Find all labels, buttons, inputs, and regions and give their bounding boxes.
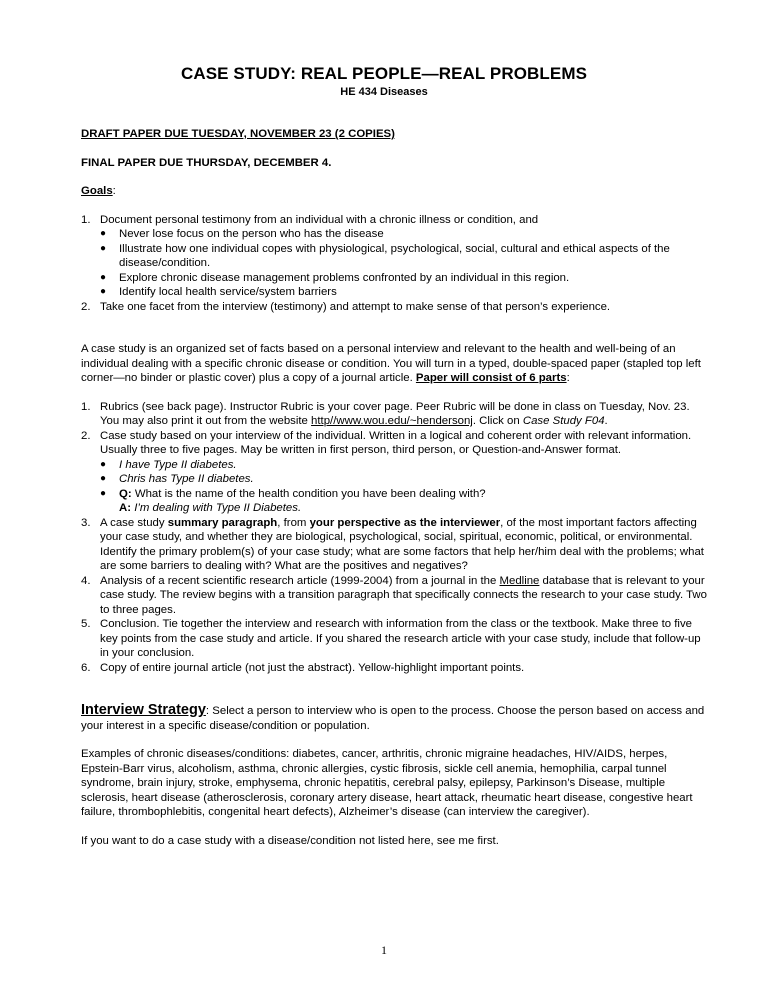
qa-example: ● Q: What is the name of the health condition you have been dealing with? A: I’m dealing with Type II Diabetes. (100, 487, 486, 514)
page-number: 1 (381, 943, 387, 957)
draft-due-notice: DRAFT PAPER DUE TUESDAY, NOVEMBER 23 (2 COPIES) (81, 128, 395, 140)
part-item-1: 1. Rubrics (see back page). Instructor Rubric is your cover page. Peer Rubric will be done in class on Tuesday, Nov. 23. You may also print it out from the website http//www.wou.edu/~hendersonj. Click on Case Study F04. (81, 400, 690, 427)
format-example: ● Chris has Type II diabetes. (100, 473, 254, 485)
examples-paragraph: Examples of chronic diseases/conditions: diabetes, cancer, arthritis, chronic migraine headaches, HIV/AIDS, herpes, Epstein-Barr virus, alcoholism, asthma, chronic allergies, cystic fibrosis, sickle cell anemia, hemophilia, carpal tunnel syndrome, brain injury, stroke, emphysema, chronic hepatitis, cerebral palsy, epilepsy, Parkinson’s Disease, multiple sclerosis, heart disease (atherosclerosis, coronary artery disease, heart attack, rheumatic heart disease, congestive heart failure, thrombophlebitis, congenital heart defects), Alzheimer’s disease (can interview the caregiver). (81, 748, 693, 818)
part-item-6: 6. Copy of entire journal article (not just the abstract). Yellow-highlight important points. (81, 661, 525, 674)
intro-paragraph: A case study is an organized set of facts based on a personal interview and relevant to the health and well-being of an individual dealing with a specific chronic disease or condition. You will turn in a typed, double-spaced paper (stapled top left corner—no binder or plastic cover) plus a copy of a journal article. Paper will consist of 6 parts: (81, 343, 701, 384)
goal-bullet: ● Illustrate how one individual copes with physiological, psychological, social, cultural and ethical aspects of the disease/condition. (100, 242, 670, 269)
goal-item-1: 1. Document personal testimony from an individual with a chronic illness or condition, and (81, 213, 539, 226)
goal-item-2: 2. Take one facet from the interview (testimony) and attempt to make sense of that person’s experience. (81, 300, 611, 313)
part-item-4: 4. Analysis of a recent scientific research article (1999-2004) from a journal in the Medline database that is relevant to your case study. The review begins with a transition paragraph that specifically connects the research to your case study. Two to three pages. (81, 574, 707, 616)
bullet-icon: ● (100, 286, 107, 297)
bullet-icon: ● (100, 473, 107, 484)
part-item-3: 3. A case study summary paragraph, from your perspective as the interviewer, of the most important factors affecting your case study, and whether they are biological, psychological, social, spiritual, economic, political, or environmental. Identify the primary problem(s) of your case study; what are some factors that help her/him deal with the problems; what are some barriers to dealing with? What are the positives and negatives? (81, 516, 704, 572)
part-item-2: 2. Case study based on your interview of the individual. Written in a logical and coherent order with relevant information. Usually three to five pages. May be written in first person, third person, or Question-and-Answer format. (81, 429, 692, 456)
goals-heading: Goals: (81, 185, 116, 197)
page-title: CASE STUDY: REAL PEOPLE—REAL PROBLEMS (180, 64, 588, 83)
goal-bullet: ● Identify local health service/system barriers (100, 286, 337, 298)
final-due-notice: FINAL PAPER DUE THURSDAY, DECEMBER 4. (81, 156, 332, 169)
bullet-icon: ● (100, 228, 107, 239)
website-link[interactable]: http//www.wou.edu/~hendersonj (311, 415, 473, 427)
goal-bullet: ● Never lose focus on the person who has the disease (100, 228, 384, 240)
bullet-icon: ● (100, 242, 107, 254)
closing-note: If you want to do a case study with a disease/condition not listed here, see me first. (81, 834, 499, 847)
part-item-5: 5. Conclusion. Tie together the interview and research with information from the class or the textbook. Make three to five key points from the case study and article. If you shared the research article with your case study, include that follow-up in your conclusion. (81, 618, 701, 659)
document-body (81, 127, 711, 848)
strategy-heading: Interview Strategy (81, 702, 206, 718)
course-subtitle: HE 434 Diseases (340, 86, 428, 98)
goal-bullet: ● Explore chronic disease management problems confronted by an individual in this region. (100, 271, 570, 284)
interview-strategy: Interview Strategy: Select a person to interview who is open to the process. Choose the person based on access and your interest in a specific disease/condition or population. (81, 702, 705, 732)
bullet-icon: ● (100, 271, 107, 283)
bullet-icon: ● (100, 458, 107, 470)
bullet-icon: ● (100, 487, 107, 499)
format-example: ● I have Type II diabetes. (100, 458, 237, 471)
